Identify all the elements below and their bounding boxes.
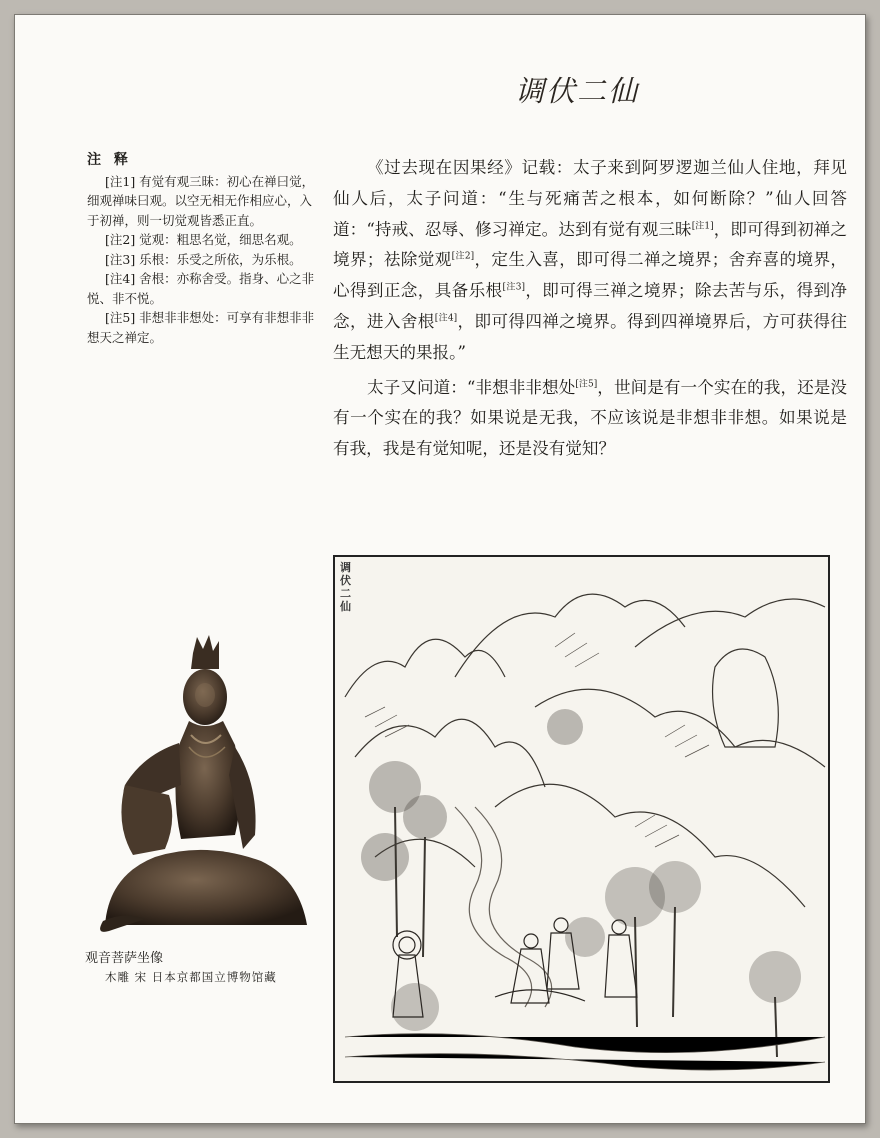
p1-text-d: ，即可得三禅之境界；除去苦与乐，得到净念，进入舍根 (333, 281, 848, 331)
notes-heading: 注 释 (87, 152, 132, 168)
ref-note-2: [注2] (451, 251, 475, 262)
book-page (14, 14, 866, 1124)
p2-text-b: ，世间是有一个实在的我，还是没有一个实在的我？如果说是无我，不应该说是非想非非想。如果说是有我，我是有觉知呢，还是没有觉知？ (333, 377, 848, 459)
landscape-painting (333, 555, 830, 1083)
statue-caption: 观音菩萨坐像 (85, 951, 164, 966)
guanyin-statue-image (85, 635, 315, 945)
page-title: 调伏二仙 (515, 74, 640, 108)
ref-note-1: [注1] (691, 221, 714, 232)
landscape-illustration (335, 557, 828, 1081)
paragraph-2 (333, 373, 847, 465)
note-3: [注3] 乐根：乐受之所依，为乐根。 (105, 251, 302, 267)
ref-note-4: [注4] (434, 313, 458, 324)
note-5: [注5] 非想非非想处：可享有非想非非想天之禅定。 (87, 310, 315, 345)
paragraph-1 (333, 153, 847, 369)
painting-title: 调伏二仙 (340, 561, 351, 613)
p1-text-e: ，即可得四禅之境界。得到四禅境界后，方可获得往生无想天的果报。” (333, 311, 848, 362)
ref-note-3: [注3] (502, 282, 525, 293)
note-4: [注4] 舍根：亦称舍受。指身、心之非悦、非不悦。 (87, 271, 315, 306)
p1-text-a: 《过去现在因果经》记载：太子来到阿罗逻迦兰仙人住地，拜见仙人后，太子问道：“生与死痛苦之根本，如何断除？”仙人回答道：“持戒、忍辱、修习禅定。达到有觉有观三昧 (333, 158, 847, 239)
p1-text-b: ，即可得到初禅之境界；祛除觉观 (333, 219, 848, 270)
p2-text-a: 太子又问道：“非想非非想处 (367, 377, 576, 397)
main-text (333, 153, 847, 469)
ref-note-5: [注5] (575, 379, 598, 390)
statue-credit: 木雕 宋 日本京都国立博物馆藏 (105, 970, 277, 984)
note-1: [注1] 有觉有观三昧：初心在禅曰觉，细观禅味曰观。以空无相无作相应心，入于初禅，则一切觉观皆悉正直。 (87, 173, 315, 228)
p1-text-c: ，定生入喜，即可得二禅之境界；舍弃喜的境界，心得到正念，具备乐根 (333, 250, 848, 301)
notes-column (87, 151, 315, 347)
note-2: [注2] 觉观：粗思名觉，细思名观。 (105, 232, 302, 247)
